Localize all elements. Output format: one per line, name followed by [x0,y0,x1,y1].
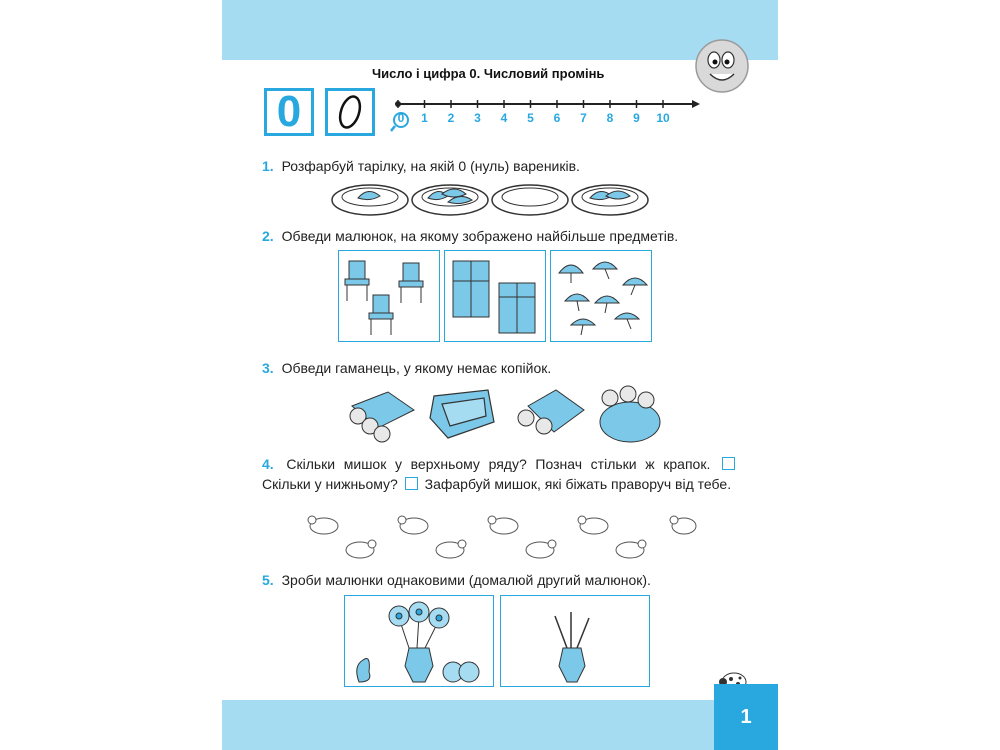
task-3 [262,358,752,378]
task-number: 4. [262,456,274,472]
task-5 [262,570,752,590]
empty-wallet[interactable] [430,390,494,438]
task-4 [262,454,738,494]
task-number: 2. [262,228,274,244]
number-line-label: 0 [397,111,405,125]
page-title: Число і цифра 0. Числовий промінь [372,66,605,81]
picture-cabinets[interactable] [444,250,546,342]
wallet-with-coins[interactable] [350,392,414,442]
number-line [390,94,700,134]
task-1 [262,156,752,176]
mouse-top-row[interactable] [398,516,428,534]
smiley-face-icon [694,38,750,94]
handwritten-zero-icon [328,91,372,133]
picture-vase-to-complete[interactable] [500,595,650,687]
chairs-icon [339,251,439,341]
picture-vase-complete [344,595,494,687]
answer-checkbox[interactable] [722,457,735,470]
task-text: Зроби малюнки однаковими (домалюй другий малюнок). [281,572,651,588]
task-text: Розфарбуй тарілку, на якій 0 (нуль) вареників. [281,158,580,174]
number-line-label: 10 [656,111,670,125]
mouse-bottom-row[interactable] [616,540,646,558]
mouse-top-row[interactable] [488,516,518,534]
plate-with-dumplings[interactable] [332,185,408,215]
task-text: Обведи малюнок, на якому зображено найбільше предметів. [281,228,679,244]
task-2 [262,226,752,246]
mouse-top-row[interactable] [308,516,338,534]
wallet-with-coins[interactable] [600,386,660,442]
task-text-b: Скільки у нижньому? [262,476,398,492]
digit-zero-box: 0 [264,88,314,136]
number-line-label: 7 [580,111,587,125]
number-line-label: 1 [421,111,428,125]
vase-with-flowers-icon [345,596,493,686]
workbook-page [222,0,778,750]
mouse-bottom-row[interactable] [346,540,376,558]
vase-with-stems-icon [501,596,649,686]
umbrellas-icon [551,251,651,341]
wallet-with-coins[interactable] [518,390,584,434]
task-text-c: Зафарбуй мишок, які біжать праворуч від тебе. [424,476,732,492]
cabinets-icon [445,251,545,341]
answer-checkbox[interactable] [405,477,418,490]
plate-with-dumplings[interactable] [412,185,488,215]
mouse-bottom-row[interactable] [526,540,556,558]
empty-plate[interactable] [492,185,568,215]
mouse-bottom-row[interactable] [436,540,466,558]
picture-chairs[interactable] [338,250,440,342]
task-number: 5. [262,572,274,588]
plate-with-dumplings[interactable] [572,185,648,215]
mice-rows [298,510,698,566]
mouse-top-row[interactable] [670,516,696,534]
plates-row [330,180,660,220]
task-text-a: Скільки мишок у верхньому ряду? Познач стільки ж крапок. [286,456,711,472]
task-number: 1. [262,158,274,174]
mouse-top-row[interactable] [578,516,608,534]
page-number: 1 [714,684,778,750]
picture-umbrellas[interactable] [550,250,652,342]
wallets-row [338,382,668,448]
handwritten-zero-box [325,88,375,136]
task-text: Обведи гаманець, у якому немає копійок. [281,360,552,376]
number-line-label: 3 [474,111,481,125]
number-line-label: 8 [606,111,614,125]
number-line-label: 5 [527,111,534,125]
task-number: 3. [262,360,274,376]
number-line-label: 4 [500,111,508,125]
number-line-label: 2 [447,111,455,125]
bottom-band [222,700,778,750]
number-line-label: 9 [633,111,640,125]
number-line-label: 6 [553,111,561,125]
